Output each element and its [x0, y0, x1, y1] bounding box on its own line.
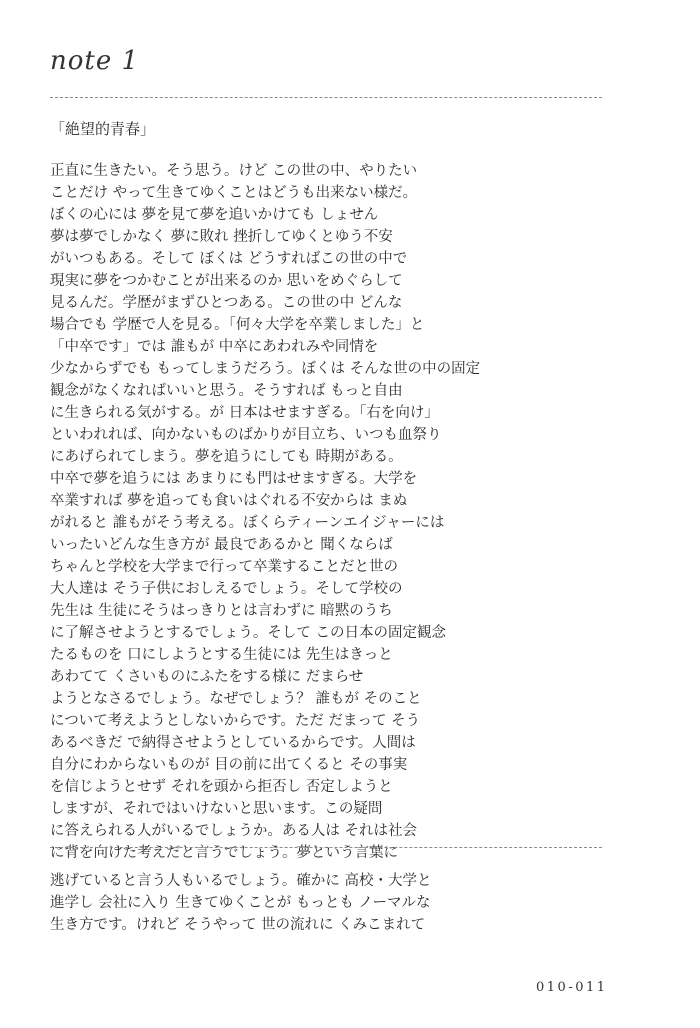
text-line: 「中卒です」では 誰もが 中卒にあわれみや同情を: [50, 339, 379, 355]
body-text-block-continued: [50, 870, 431, 936]
text-line: あるべきだ で納得させようとしているからです。人間は: [50, 735, 416, 751]
text-line: いったいどんな生き方が 最良であるかと 聞くならば: [50, 537, 393, 553]
text-line: しますが、それではいけないと思います。この疑問: [50, 801, 383, 817]
text-line: ようとなさるでしょう。なぜでしょう？ 誰もが そのこと: [50, 691, 422, 707]
text-line: がいつもある。そして ぼくは どうすればこの世の中で: [50, 251, 408, 267]
text-line: 夢は夢でしかなく 夢に敗れ 挫折してゆくとゆう不安: [50, 229, 393, 245]
text-line: に答えられる人がいるでしょうか。ある人は それは社会: [50, 823, 417, 839]
text-line: 少なからずでも もってしまうだろう。ぼくは そんな世の中の固定: [50, 361, 481, 377]
text-line: 中卒で夢を追うには あまりにも門はせますぎる。大学を: [50, 471, 418, 487]
text-line: ぼくの心には 夢を見て夢を追いかけても しょせん: [50, 207, 379, 223]
text-line: 卒業すれば 夢を追っても食いはぐれる不安からは まぬ: [50, 493, 408, 509]
text-line: に了解させようとするでしょう。そして この日本の固定観念: [50, 625, 446, 641]
body-text-block: [50, 160, 480, 864]
text-line: 生き方です。けれど そうやって 世の流れに くみこまれて: [50, 917, 426, 933]
text-line: がれると 誰もがそう考える。ぼくらティーンエイジャーには: [50, 515, 445, 531]
text-line: にあげられてしまう。夢を追うにしても 時期がある。: [50, 449, 403, 465]
top-dashed-divider: [50, 97, 602, 98]
text-line: を信じようとせず それを頭から拒否し 否定しようと: [50, 779, 393, 795]
text-line: 見るんだ。学歴がまずひとつある。この世の中 どんな: [50, 295, 403, 311]
text-line: ちゃんと学校を大学まで行って卒業することだと世の: [50, 559, 398, 575]
text-line: 大人達は そう子供におしえるでしょう。そして学校の: [50, 581, 403, 597]
text-line: 逃げていると言う人もいるでしょう。確かに 高校・大学と: [50, 873, 432, 889]
text-line: といわれれば、向かないものばかりが目立ち、いつも血祭り: [50, 427, 442, 443]
text-line: 現実に夢をつかむことが出来るのか 思いをめぐらして: [50, 273, 403, 289]
text-line: に生きられる気がする。が 日本はせますぎる。「右を向け」: [50, 405, 439, 421]
note-title: note 1: [50, 46, 140, 76]
text-line: 先生は 生徒にそうはっきりとは言わずに 暗黙のうち: [50, 603, 393, 619]
text-line: ことだけ やって生きてゆくことはどうも出来ない様だ。: [50, 185, 418, 201]
text-line: 自分にわからないものが 目の前に出てくると その事実: [50, 757, 408, 773]
text-line: に背を向けた考えだと言うでしょう。夢という言葉に: [50, 845, 398, 861]
middle-dashed-divider: [50, 847, 602, 848]
section-title: 「絶望的青春」: [50, 120, 156, 138]
text-line: たるものを 口にしようとする生徒には 先生はきっと: [50, 647, 393, 663]
text-line: 観念がなくなればいいと思う。そうすれば もっと自由: [50, 383, 403, 399]
text-line: あわてて くさいものにふたをする様に だまらせ: [50, 669, 364, 685]
text-line: 場合でも 学歴で人を見る。「何々大学を卒業しました」と: [50, 317, 425, 333]
text-line: 正直に生きたい。そう思う。けど この世の中、やりたい: [50, 163, 418, 179]
text-line: について考えようとしないからです。ただ だまって そう: [50, 713, 421, 729]
text-line: 進学し 会社に入り 生きてゆくことが もっとも ノーマルな: [50, 895, 431, 911]
page-number: 010-011: [536, 980, 608, 995]
